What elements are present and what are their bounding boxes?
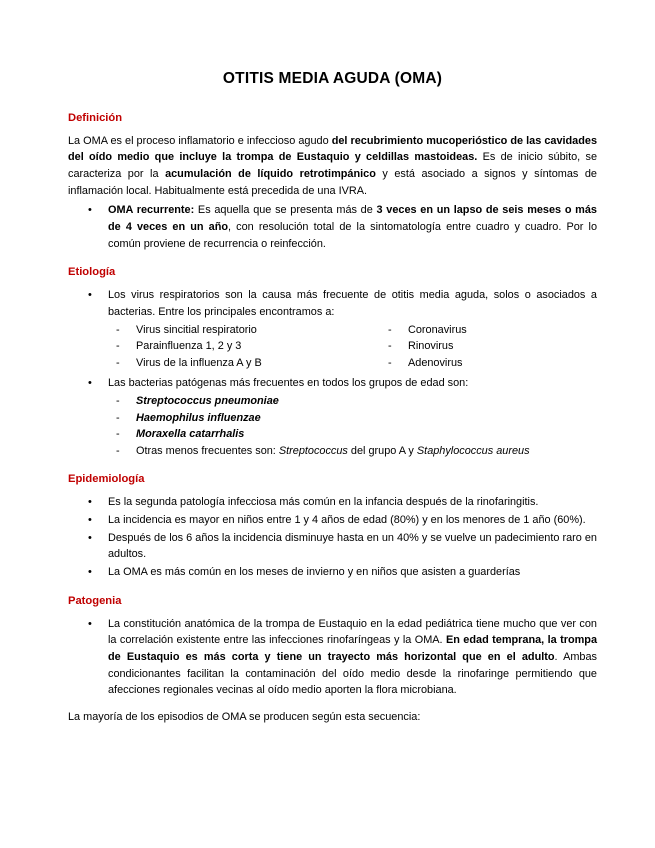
bullet-icon: • (88, 565, 92, 578)
oma-recurrente-label: OMA recurrente: (108, 204, 195, 217)
section-heading-patogenia: Patogenia (68, 594, 122, 607)
epidemiologia-item-0: Es la segunda patología infecciosa más común en la infancia después de la rinofaringitis. (108, 496, 539, 509)
list-item (68, 287, 597, 320)
list-item (68, 616, 597, 699)
list-item (108, 393, 597, 410)
bacteria-dash-list (108, 393, 597, 459)
list-item (68, 375, 597, 392)
dash-icon: - (116, 411, 120, 424)
definicion-text-part2-bold: del recubrimiento mucoperióstico de las cavidades del oído medio que incluye la trompa de Eustaquio y celdillas mastoideas. (68, 134, 597, 164)
patogenia-closing-paragraph: La mayoría de los episodios de OMA se producen según esta secuencia: (68, 710, 421, 723)
bacteria-item-2: Moraxella catarrhalis (136, 428, 245, 441)
dash-icon: - (116, 428, 120, 441)
dash-icon: - (116, 444, 120, 457)
bullet-icon: • (88, 377, 92, 390)
section-heading-epidemiologia: Epidemiología (68, 473, 145, 486)
list-item (68, 202, 597, 252)
bacteria-item-0: Streptococcus pneumoniae (136, 395, 279, 407)
patogenia-part2-bold: En edad temprana, la trompa de Eustaquio es más corta y tiene un trayecto más horizontal que en el adulto (108, 634, 597, 663)
definicion-bullet-list (68, 202, 597, 252)
patogenia-part3: . Ambas condicionantes facilitan la contaminación del oído medio desde la rinofaringe permitiendo que afecciones regionales vecinas al oído medio aporten la flora microbiana. (108, 650, 597, 697)
virus-right-2: Adenovirus (408, 356, 463, 369)
virus-two-column-list (108, 322, 597, 372)
bacteria-otras-species2: Staphylococcus aureus (416, 444, 530, 457)
list-item (108, 426, 597, 443)
etiologia-virus-text: Los virus respiratorios son la causa más frecuente de otitis media aguda, solos o asociados a bacterias. Entre los principales encontramos a: (108, 289, 597, 318)
bacteria-otras-prefix: Otras menos frecuentes son: (136, 444, 279, 457)
list-item (108, 355, 380, 372)
oma-recurrente-text3: , con resolución total de la sintomatología entre cuadro y cuadro. Por lo común proviene de recurrencia o reinfección. (108, 220, 598, 250)
virus-column-right (380, 322, 597, 372)
dash-icon: - (116, 323, 120, 336)
virus-left-0: Virus sincitial respiratorio (136, 323, 257, 336)
bullet-icon: • (88, 513, 92, 526)
list-item (68, 494, 597, 511)
bullet-icon: • (88, 496, 92, 509)
epidemiologia-item-1: La incidencia es mayor en niños entre 1 y 4 años de edad (80%) y en los menores de 1 año (60%). (108, 513, 586, 526)
dash-icon: - (388, 356, 392, 369)
list-item (380, 355, 597, 372)
list-item (108, 338, 380, 355)
dash-icon: - (388, 340, 392, 353)
list-item (108, 322, 380, 339)
definicion-paragraph (68, 133, 597, 200)
dash-icon: - (116, 395, 120, 407)
list-item (108, 443, 597, 460)
bacteria-otras-mid: del grupo A y (347, 444, 417, 457)
list-item (380, 322, 597, 339)
epidemiologia-item-3: La OMA es más común en los meses de invierno y en niños que asisten a guarderías (108, 565, 521, 578)
epidemiologia-bullet-list (68, 494, 597, 580)
section-heading-etiologia: Etiología (68, 266, 116, 279)
oma-recurrente-text1: Es aquella que se presenta más de (194, 204, 377, 217)
section-heading-definicion: Definición (68, 111, 123, 124)
etiologia-bullet-list (68, 287, 597, 320)
virus-left-1: Parainfluenza 1, 2 y 3 (136, 340, 242, 353)
definicion-text-part4-bold: acumulación de líquido retrotimpánico (165, 167, 376, 180)
bacterias-bullet-list (68, 375, 597, 392)
virus-right-1: Rinovirus (408, 340, 454, 353)
definicion-text-part5: y está asociado a signos y síntomas de inflamación local. Habitualmente está precedida de una IVRA. (68, 167, 597, 197)
page-title: OTITIS MEDIA AGUDA (OMA) (222, 70, 443, 87)
list-item (68, 512, 597, 529)
etiologia-bacterias-text: Las bacterias patógenas más frecuentes en todos los grupos de edad son: (108, 377, 469, 390)
definicion-text-part3: Es de inicio súbito, se caracteriza por la (68, 151, 597, 180)
bullet-icon: • (88, 531, 92, 544)
list-item (68, 564, 597, 581)
dash-icon: - (388, 323, 392, 336)
virus-column-left (108, 322, 380, 372)
bullet-icon: • (88, 289, 92, 302)
bullet-icon: • (88, 204, 92, 217)
list-item (380, 338, 597, 355)
epidemiologia-item-2: Después de los 6 años la incidencia disminuye hasta en un 40% y se vuelve un padecimiento raro en adultos. (108, 531, 597, 561)
oma-recurrente-text2-bold: 3 veces en un lapso de seis meses o más de 4 veces en un año (108, 204, 597, 233)
patogenia-bullet-list (68, 616, 597, 699)
patogenia-part1: La constitución anatómica de la trompa de Eustaquio en la edad pediátrica tiene mucho que ver con la correlación existente entre las infecciones rinofaríngeas y la OMA. (108, 617, 597, 647)
definicion-text-part1: La OMA es el proceso inflamatorio e infeccioso agudo (68, 134, 332, 147)
list-item (108, 410, 597, 427)
bacteria-otras-species1: Streptococcus (278, 444, 348, 457)
dash-icon: - (116, 356, 120, 369)
bullet-icon: • (88, 617, 92, 630)
virus-right-0: Coronavirus (408, 323, 467, 336)
list-item (68, 530, 597, 563)
dash-icon: - (116, 340, 120, 353)
virus-left-2: Virus de la influenza A y B (136, 356, 262, 369)
bacteria-item-1: Haemophilus influenzae (136, 411, 261, 424)
